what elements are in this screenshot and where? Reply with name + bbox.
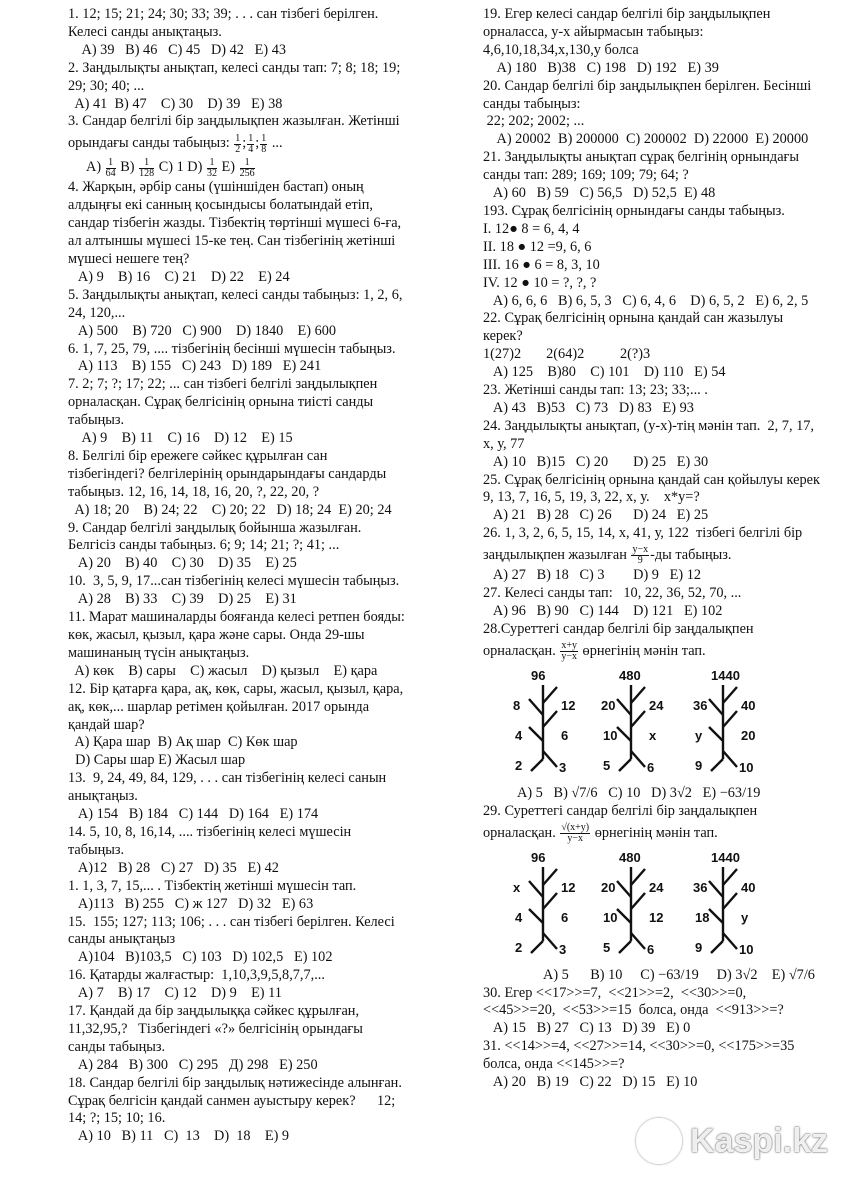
- tree-branch: [619, 941, 631, 953]
- text-line: A) Қара шар B) Ақ шар C) Көк шар: [68, 734, 298, 751]
- text-line: A) 20 B) 19 C) 22 D) 15 E) 10: [483, 1074, 698, 1091]
- fraction: [560, 641, 578, 662]
- tree-value-r2: 20: [741, 727, 756, 743]
- tree-branch: [711, 759, 723, 771]
- tree-value-l2: 10: [603, 727, 618, 743]
- text-line: көк, жасыл, қызыл, қара және сары. Онда 29-шы: [68, 627, 365, 643]
- number-tree: [693, 667, 773, 785]
- tree-value-l1: 8: [513, 697, 521, 713]
- fraction-denominator: 8: [261, 143, 267, 155]
- text-line: 18. Сандар белгілі бір заңдылық нәтижесінде алынған.: [68, 1074, 402, 1091]
- text-line: <<45>>=20, <<53>>=15 болса, онда <<913>>=?: [483, 1002, 784, 1019]
- watermark-text: Kaspi.kz: [690, 1121, 828, 1160]
- fraction-numerator: 1: [139, 158, 154, 169]
- fraction-numerator: у−х: [632, 544, 649, 556]
- tree-branch: [709, 881, 723, 897]
- text-line: A) 20 B) 40 C) 30 D) 35 E) 25: [68, 555, 297, 572]
- text-line: 24, 120,...: [68, 304, 126, 321]
- fraction: [631, 545, 649, 566]
- text-line: 11. Марат машиналарды бояғанда келесі ретпен бояды:: [68, 609, 405, 626]
- tree-value-top: 1440: [711, 667, 740, 683]
- q26-fraction-line: заңдылықпен жазылған $\frac{у-х}{9}$ -ды табыңыз.: [483, 544, 732, 567]
- text-line: A) 6, 6, 6 B) 6, 5, 3 C) 6, 4, 6 D) 6, 5, 2 E) 6, 2, 5: [483, 292, 809, 309]
- text-line: A) 154 B) 184 C) 144 D) 164 E) 174: [68, 806, 319, 823]
- fraction-denominator: у−х: [561, 651, 577, 663]
- tree-value-l1: 36: [693, 879, 708, 895]
- tree-value-r3: 6: [647, 941, 655, 957]
- tree-value-l2: у: [695, 727, 703, 743]
- text-line: 27. Келесі санды тап: 10, 22, 36, 52, 70, ...: [483, 585, 742, 602]
- fraction-numerator: 1: [207, 158, 217, 169]
- tree-value-l1: 20: [601, 697, 616, 713]
- q28-trees: [483, 667, 855, 785]
- text-line: A) 60 B) 59 C) 56,5 D) 52,5 E) 48: [483, 185, 716, 202]
- text-line: 29; 30; 40; ...: [68, 77, 145, 94]
- tree-branch: [529, 881, 543, 897]
- fraction-denominator: 2: [235, 143, 241, 155]
- text-line: 10. 3, 5, 9, 17...сан тізбегінің келесі мүшесін табыңыз.: [68, 573, 400, 590]
- tree-branch: [543, 711, 557, 727]
- text-line: 9, 13, 7, 16, 5, 19, 3, 22, х, у. х*у=?: [483, 489, 700, 506]
- text-line: 22; 202; 2002; ...: [483, 113, 585, 130]
- right-column: [483, 6, 855, 1092]
- tree-value-r3: 3: [559, 759, 567, 775]
- text-line: сандар тізбегін жазды. Тізбектің төртінші мүшесі 6-ға,: [68, 215, 402, 232]
- tree-value-l3: 9: [695, 939, 703, 955]
- text-line: A) 41 B) 47 C) 30 D) 39 E) 38: [68, 95, 283, 112]
- text-line: D) Сары шар E) Жасыл шар: [68, 752, 246, 769]
- fraction: [207, 158, 217, 179]
- tree-branch: [723, 933, 737, 949]
- text-line: табыңыз.: [68, 412, 125, 429]
- text-line: анықтаңыз.: [68, 788, 138, 805]
- text-line: 3. Сандар белгілі бір заңдылықпен жазылған. Жетінші: [68, 113, 400, 130]
- text-line: A) 10 B)15 C) 20 D) 25 E) 30: [483, 453, 709, 470]
- text-line: 13. 9, 24, 49, 84, 129, . . . сан тізбегінің келесі санын: [68, 770, 387, 787]
- text-line: керек?: [483, 328, 523, 345]
- tree-value-r1: 40: [741, 879, 756, 895]
- tree-value-l1: 36: [693, 697, 708, 713]
- text-line: 17. Қандай да бір заңдылыққа сәйкес құрылған,: [68, 1003, 360, 1020]
- number-tree: [693, 849, 773, 967]
- text-line: A) 43 B)53 C) 73 D) 83 E) 93: [483, 399, 694, 416]
- q29-trees: [483, 849, 855, 967]
- fraction-numerator: 1: [235, 132, 241, 144]
- tree-value-r2: у: [741, 909, 749, 925]
- tree-value-l3: 9: [695, 757, 703, 773]
- text-line: Белгісіз санды табыңыз. 6; 9; 14; 21; ?; 41; ...: [68, 537, 340, 554]
- tree-value-top: 1440: [711, 849, 740, 865]
- tree-value-r3: 3: [559, 941, 567, 957]
- text-line: санды табыңыз.: [68, 1038, 166, 1055]
- tree-branch: [709, 699, 723, 715]
- tree-value-l1: 20: [601, 879, 616, 895]
- text-line: A) 500 B) 720 C) 900 D) 1840 E) 600: [68, 322, 337, 339]
- tree-branch: [631, 711, 645, 727]
- text-line: 29. Суреттегі сандар белгілі бір заңдалықпен: [483, 802, 758, 819]
- text-line: 1(27)2 2(64)2 2(?)3: [483, 346, 651, 363]
- left-column: [68, 6, 448, 1146]
- text-line: тізбегіндегі? белгілерінің орындарындағы сандарды: [68, 465, 387, 482]
- text-line: A) 180 B)38 C) 198 D) 192 E) 39: [483, 59, 719, 76]
- tree-branch: [631, 933, 645, 949]
- tree-value-r2: 6: [561, 909, 569, 925]
- text-line: A) 9 B) 11 C) 16 D) 12 E) 15: [68, 430, 293, 447]
- text-line: қандай шар?: [68, 716, 145, 733]
- tree-branch: [617, 909, 631, 923]
- text-line: ақ, көк,... шарлар ретімен қойылған. 2017 орында: [68, 698, 370, 715]
- kaspi-logo-icon: [636, 1118, 682, 1164]
- tree-branch: [543, 751, 557, 767]
- text-line: 1. 1, 3, 7, 15,... . Тізбектің жетінші мүшесін тап.: [68, 877, 357, 894]
- tree-branch: [543, 869, 557, 885]
- tree-value-l2: 4: [515, 727, 523, 743]
- tree-branch: [709, 727, 723, 741]
- text-line: болса, онда <<145>>=?: [483, 1056, 625, 1073]
- fraction-denominator: 64: [105, 167, 116, 179]
- text-line: 30. Егер <<17>>=7, <<21>>=2, <<30>>=0,: [483, 984, 747, 1001]
- text-line: A) 7 B) 17 C) 12 D) 9 E) 11: [68, 985, 282, 1002]
- text-line: III. 16 ● 6 = 8, 3, 10: [483, 256, 600, 273]
- text-line: 193. Сұрақ белгісінің орнындағы санды табыңыз.: [483, 202, 785, 219]
- text-line: A) 284 B) 300 C) 295 Д) 298 E) 250: [68, 1056, 318, 1073]
- fraction-denominator: 9: [637, 555, 643, 567]
- text-line: A) 27 B) 18 C) 3 D) 9 E) 12: [483, 567, 702, 584]
- text-line: A)104 B)103,5 C) 103 D) 102,5 E) 102: [68, 949, 333, 966]
- q29-answers: A) 5 B) 10 C) −63/19 D) 3√2 E) √7/6: [543, 966, 815, 983]
- text-line: 6. 1, 7, 25, 79, .... тізбегінің бесінші мүшесін табыңыз.: [68, 340, 396, 357]
- text-line: A) 15 B) 27 C) 13 D) 39 E) 0: [483, 1020, 691, 1037]
- tree-value-top: 96: [531, 849, 546, 865]
- text-line: 1. 12; 15; 21; 24; 30; 33; 39; . . . сан тізбегі берілген.: [68, 6, 379, 22]
- text-line: 7. 2; 7; ?; 17; 22; ... сан тізбегі белгілі заңдылықпен: [68, 376, 378, 393]
- tree-value-l2: 10: [603, 909, 618, 925]
- text-line: машинаның түсін анықтаңыз.: [68, 644, 250, 661]
- text-line: 31. <<14>>=4, <<27>>=14, <<30>>=0, <<175>>=35: [483, 1038, 795, 1055]
- text-line: A) 10 B) 11 C) 13 D) 18 E) 9: [68, 1128, 290, 1145]
- fraction-numerator: 1: [248, 132, 254, 144]
- tree-value-r1: 12: [561, 697, 576, 713]
- fraction-numerator: 1: [261, 132, 267, 144]
- tree-branch: [543, 687, 557, 703]
- fraction: [139, 158, 154, 179]
- tree-branch: [617, 699, 631, 715]
- fraction: [234, 134, 241, 155]
- text-line: 11,32,95,? Тізбегіндегі «?» белгісінің орындағы: [68, 1020, 363, 1037]
- fraction-denominator: у−х: [567, 832, 584, 844]
- text-line: A) 96 B) 90 C) 144 D) 121 E) 102: [483, 603, 723, 619]
- text-line: 4,6,10,18,34,х,130,у болса: [483, 41, 639, 58]
- tree-value-r2: 6: [561, 727, 569, 743]
- text-line: 5. Заңдылықты анықтап, келесі санды табыңыз: 1, 2, 6,: [68, 286, 403, 303]
- fraction-numerator: х+у: [561, 640, 577, 652]
- number-tree: [601, 667, 681, 785]
- text-line: II. 18 ● 12 =9, 6, 6: [483, 238, 592, 255]
- text-line: A) 113 B) 155 C) 243 D) 189 E) 241: [68, 358, 322, 375]
- text-line: 26. 1, 3, 2, 6, 5, 15, 14, х, 41, у, 122 тізбегі белгілі бір: [483, 525, 803, 542]
- tree-value-l2: 18: [695, 909, 710, 925]
- text-line: 15. 155; 127; 113; 106; . . . сан тізбегі берілген. Келесі: [68, 913, 395, 930]
- text-line: A) 21 B) 28 C) 26 D) 24 E) 25: [483, 507, 709, 524]
- tree-branch: [543, 893, 557, 909]
- text-line: ал алтыншы мүшесі 15-ке тең. Сан тізбегінің жетінші: [68, 233, 396, 250]
- text-line: 16. Қатарды жалғастыр: 1,10,3,9,5,8,7,7,...: [68, 967, 325, 984]
- text-line: 20. Сандар белгілі бір заңдылықпен берілген. Бесінші: [483, 77, 812, 94]
- text-line: орналасса, у-х айырмасын табыңыз:: [483, 23, 704, 40]
- text-line: A) 20002 B) 200000 C) 200002 D) 22000 E) 20000: [483, 131, 809, 148]
- tree-value-l3: 2: [515, 757, 523, 773]
- tree-value-top: 480: [619, 849, 641, 865]
- tree-value-top: 96: [531, 667, 546, 683]
- tree-branch: [531, 941, 543, 953]
- text-line: 19. Егер келесі сандар белгілі бір заңдылықпен: [483, 6, 771, 22]
- q28-fraction-line: орналасқан. $\frac{х+у}{у-х}$ өрнегінің мәнін тап.: [483, 640, 706, 663]
- text-line: 25. Сұрақ белгісінің орнына қандай сан қойылуы керек: [483, 471, 820, 488]
- fraction: [106, 158, 116, 179]
- text-line: орналасқан. Сұрақ белгісінің орнына тиісті санды: [68, 394, 374, 411]
- fraction-denominator: 32: [206, 167, 217, 179]
- q29-fraction-line: орналасқан. $\frac{√(х+у)}{у-х}$ өрнегінің мәнін тап.: [483, 821, 718, 844]
- text-line: 14; ?; 15; 10; 16.: [68, 1110, 166, 1127]
- tree-branch: [531, 759, 543, 771]
- fraction-numerator: √(х+у): [561, 821, 590, 833]
- fraction: [260, 134, 267, 155]
- text-line: 21. Заңдылықты анықтап сұрақ белгінің орнындағы: [483, 149, 800, 166]
- tree-branch: [723, 711, 737, 727]
- tree-branches: [513, 849, 593, 967]
- text-line: A) көк B) сары C) жасыл D) қызыл E) қара: [68, 662, 378, 679]
- tree-branch: [617, 881, 631, 897]
- text-line: х, у, 77: [483, 435, 525, 452]
- text-line: 14. 5, 10, 8, 16,14, .... тізбегінің келесі мүшесін: [68, 823, 352, 840]
- tree-value-l1: х: [513, 879, 521, 895]
- text-line: A) 9 B) 16 C) 21 D) 22 E) 24: [68, 268, 290, 285]
- text-line: 23. Жетінші санды тап: 13; 23; 33;... .: [483, 382, 708, 399]
- tree-branch: [723, 751, 737, 767]
- number-tree: [601, 849, 681, 967]
- tree-value-top: 480: [619, 667, 641, 683]
- tree-branch: [631, 869, 645, 885]
- fraction-denominator: 128: [139, 167, 155, 179]
- text-line: IV. 12 ● 10 = ?, ?, ?: [483, 274, 597, 291]
- text-line: Сұрақ белгісін қандай санмен ауыстыру керек? 12;: [68, 1092, 396, 1109]
- text-line: 24. Заңдылықты анықтап, (у-х)-тің мәнін тап. 2, 7, 17,: [483, 417, 814, 434]
- tree-value-r3: 6: [647, 759, 655, 775]
- text-line: I. 12● 8 = 6, 4, 4: [483, 220, 580, 237]
- fraction: [247, 134, 254, 155]
- tree-branches: [601, 667, 681, 785]
- tree-value-l3: 5: [603, 757, 611, 773]
- text-line: A)12 B) 28 C) 27 D) 35 E) 42: [68, 859, 279, 876]
- text-line: A) 125 B)80 C) 101 D) 110 E) 54: [483, 364, 726, 381]
- fraction-denominator: 4: [248, 143, 254, 155]
- tree-branch: [631, 687, 645, 703]
- tree-branch: [529, 699, 543, 715]
- fraction-numerator: 1: [106, 158, 116, 169]
- text-line: 4. Жарқын, әрбір саны (үшіншіден бастап) оның: [68, 179, 364, 196]
- q3-answers: A) $\frac{1}{64}$ B) $\frac{1}{128}$ C) 1 D) $\frac{1}{32}$ E) $\frac{1}{256}$: [86, 156, 255, 179]
- text-line: A)113 B) 255 C) ж 127 D) 32 E) 63: [68, 895, 314, 912]
- number-tree: [513, 849, 593, 967]
- text-line: A) 28 B) 33 C) 39 D) 25 E) 31: [68, 591, 297, 608]
- tree-branch: [529, 909, 543, 923]
- tree-branch: [631, 893, 645, 909]
- text-line: 2. Заңдылықты анықтап, келесі санды тап: 7; 8; 18; 19;: [68, 59, 401, 76]
- tree-value-r1: 40: [741, 697, 756, 713]
- fraction-denominator: 256: [239, 167, 255, 179]
- text-line: Келесі санды анықтаңыз.: [68, 23, 222, 40]
- tree-branch: [617, 727, 631, 741]
- tree-branch: [711, 941, 723, 953]
- tree-branch: [529, 727, 543, 741]
- text-line: алдыңғы екі санның қосындысы болатындай етіп,: [68, 197, 373, 214]
- tree-value-r1: 24: [649, 697, 664, 713]
- tree-branch: [631, 751, 645, 767]
- text-line: A) 39 B) 46 C) 45 D) 42 E) 43: [68, 41, 287, 58]
- tree-branches: [513, 667, 593, 785]
- kaspi-watermark: [636, 1118, 828, 1164]
- tree-branch: [709, 909, 723, 923]
- text-line: табыңыз. 12, 16, 14, 18, 16, 20, ?, 22, 20, ?: [68, 483, 320, 500]
- tree-value-r2: х: [649, 727, 657, 743]
- text-line: мүшесі нешеге тең?: [68, 250, 190, 267]
- text-line: санды анықтаңыз: [68, 931, 176, 948]
- text-line: санды табыңыз:: [483, 95, 581, 112]
- q3-sequence-line: орындағы санды табыңыз: $\frac{1}{2}$ ; $\frac{1}{4}$ ; $\frac{1}{8}$ ...: [68, 132, 283, 155]
- fraction: [560, 823, 590, 844]
- text-line: 12. Бір қатарға қара, ақ, көк, сары, жасыл, қызыл, қара,: [68, 680, 404, 697]
- tree-value-l3: 2: [515, 939, 523, 955]
- text-line: 22. Сұрақ белгісінің орнына қандай сан жазылуы: [483, 310, 784, 327]
- number-tree: [513, 667, 593, 785]
- text-line: 8. Белгілі бір ережеге сәйкес құрылған сан: [68, 447, 328, 464]
- tree-branch: [543, 933, 557, 949]
- fraction: [240, 158, 255, 179]
- tree-value-l3: 5: [603, 939, 611, 955]
- text-line: 9. Сандар белгілі заңдылық бойынша жазылған.: [68, 519, 362, 536]
- tree-value-r1: 12: [561, 879, 576, 895]
- tree-branch: [619, 759, 631, 771]
- tree-value-r1: 24: [649, 879, 664, 895]
- tree-value-l2: 4: [515, 909, 523, 925]
- text-line: 28.Суреттегі сандар белгілі бір заңдалықпен: [483, 620, 754, 637]
- q28-answers: A) 5 B) √7/6 C) 10 D) 3√2 E) −63/19: [517, 784, 761, 801]
- tree-branch: [723, 869, 737, 885]
- tree-value-r2: 12: [649, 909, 664, 925]
- tree-branch: [723, 893, 737, 909]
- tree-value-r3: 10: [739, 759, 754, 775]
- text-line: санды тап: 289; 169; 109; 79; 64; ?: [483, 167, 689, 184]
- tree-value-r3: 10: [739, 941, 754, 957]
- text-line: табыңыз.: [68, 841, 125, 858]
- text-line: A) 18; 20 B) 24; 22 C) 20; 22 D) 18; 24 E) 20; 24: [68, 501, 392, 518]
- tree-branch: [723, 687, 737, 703]
- tree-branches: [601, 849, 681, 967]
- fraction-numerator: 1: [240, 158, 255, 169]
